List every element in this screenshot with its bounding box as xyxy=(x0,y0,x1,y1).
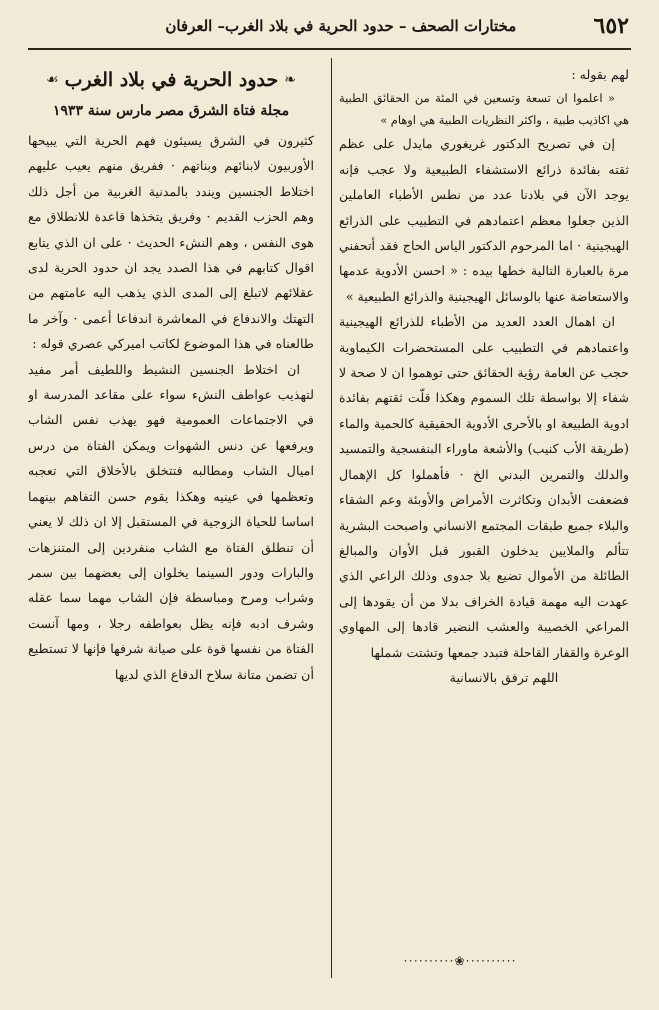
column-divider xyxy=(331,58,332,978)
running-title: مختارات الصحف – حدود الحرية في بلاد الغرب– العرفان xyxy=(165,17,517,35)
closing-line: اللهم ترفق بالانسانية xyxy=(449,669,559,685)
flourish-left-icon: ☙ xyxy=(46,72,59,88)
article-title: حدود الحرية في بلاد الغرب xyxy=(64,69,279,91)
header-rule xyxy=(28,48,631,50)
page-number: ٦٥٢ xyxy=(593,13,629,39)
end-ornament-icon: ⋅⋅⋅⋅⋅⋅⋅⋅⋅⋅❀⋅⋅⋅⋅⋅⋅⋅⋅⋅⋅ xyxy=(403,954,517,968)
right-column xyxy=(339,62,629,980)
page-header xyxy=(28,10,629,42)
paragraph: كثيرون في الشرق يسيئون فهم الحرية التي يبيحها الأوربيون لابنائهم وبناتهم · ففريق منهم يعيب عليهم اختلاط الجنسين ويندد بالمدنية الغربية من أجل ذلك وهم الحزب القديم · وفريق يتخذها قاعدة للانطلاق مع هوى النفس ، وهم النشء الحديث · على ان الذي يتابع اقوال كتابهم في هذا الصدد يجد ان حدود الحرية لدى عقلائهم لاتبلغ إلى المدى الذي يذهب اليه عامتهم من التهتك والاندفاع في المعاشرة اندفاعا أعمى · وآخر ما طالعناه في هذا الموضوع لكاتب اميركي عصري قوله : xyxy=(28,133,314,352)
paragraph: ان اختلاط الجنسين النشيط واللطيف أمر مفيد لتهذيب عواطف النشء سواء على مقاعد المدرسة او في الاجتماعات العمومية فهو يهذب نفس الشاب ويرفعها عن دنس الشهوات ويمكن الفتاة من درس اميال الشاب ومطالبه فتتخلق بالأخلاق التي تعجبه وتعظمها في عينيه وهكذا يقوم حسن التفاهم بينهما اساسا للحياة الزوجية في المستقبل إلا ان ذلك لا يعني أن تنطلق الفتاة مع الشاب منفردين إلى المتنزهات والبارات ودور السينما يخلوان إلى بعضهما بين سمر وشراب ومرح ومباسطة فإن الشاب مهما سما عقله وشرف ادبه فإنه يظل بعواطفه رجلا ، ومها آنست الفتاة من نفسها قوة على صيانة شرفها فإنها لا تستطيع أن تضمن متانة سلاح الدفاع الذي لديها xyxy=(28,361,314,682)
article-source: مجلة فتاة الشرق مصر مارس سنة ١٩٣٣ xyxy=(52,103,290,119)
flourish-right-icon: ❧ xyxy=(284,72,297,88)
quote-block: « اعلموا ان تسعة وتسعين في المئة من الحقائق الطبية هي اكاذيب طبية ، واكثر النظريات الطبية هي اوهام » xyxy=(339,91,629,128)
article-heading xyxy=(28,62,314,98)
paragraph: إن في تصريح الدكتور غريغوري مايدل على عظم ثقته بفائدة ذرائع الاستشفاء الطبيعية ولا عجب فإنه يوجد الآن في بلادنا عدد من نطس الأطباء العاملين الذين جعلوا معظم اعتمادهم في التطبيب على الذرائع الهيجينية · اما المرحوم الدكتور الياس الحاج فقد أتحفني مرة بالعبارة التالية خطها بيده : « احسن الأدوية عدمها والاستعاضة عنها بالوسائل الهيجينية والذرائع الطبيعية » xyxy=(339,136,629,304)
paragraph: ان اهمال العدد العديد من الأطباء للذرائع الهيجينية واعتمادهم في التطبيب على المستحضرات الكيماوية حجب عن العامة رؤية الحقائق حتى توهموا ان لا صحة لا شفاء إلا بواسطة تلك السموم وهكذا قلّت ثقتهم بفائدة ادوية الطبيعة او بالأحرى الأدوية الحقيقية كالحمية والماء (طريقة الأب كنيب) والأشعة ماوراء البنفسجية والتمسيد والدلك والتمرين البدني الخ · فأهملوا كل الإهمال فضعفت الأبدان وتكاثرت الأمراض والأوبئة وعم الشقاء والبلاء جميع طبقات المجتمع الانساني واصبحت البشرية تتألم والملايين يدخلون القبور قبل الأوان والمبالغ الطائلة من الأموال تضيع بلا جدوى وذلك الراعي الذي عهدت اليه مهمة قيادة الخراف بدلا من أن يقودها إلى المراعي الخصيبة والعشب النضير قادها إلى المهاوي الوعرة والقفار القاحلة فتبدد جمعها وتشتت شملها xyxy=(339,314,629,660)
left-column xyxy=(28,62,314,980)
intro-line: لهم بقوله : xyxy=(571,67,629,82)
